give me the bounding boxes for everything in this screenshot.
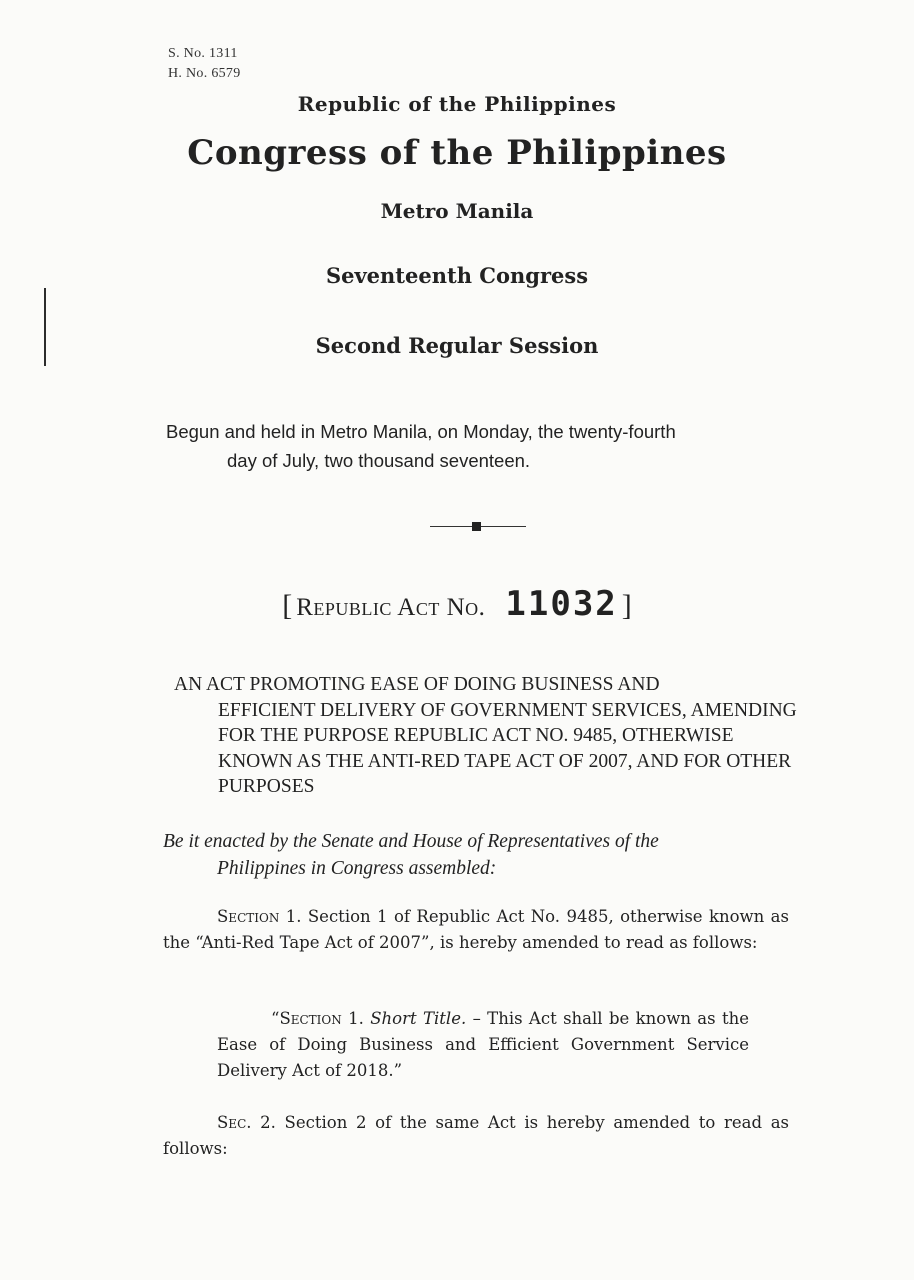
city-heading: Metro Manila bbox=[380, 199, 534, 223]
section-2-paragraph bbox=[163, 1110, 789, 1162]
act-number-label: Republic Act No. bbox=[296, 594, 486, 621]
section-1-paragraph bbox=[163, 904, 789, 956]
congress-heading: Congress of the Philippines bbox=[187, 133, 727, 173]
house-bill-number: H. No. 6579 bbox=[168, 66, 241, 81]
quoted-section-text: – This Act shall be known as the Ease of Doing Business and Efficient Government Service Delivery Act of 2018.” bbox=[217, 1009, 750, 1080]
act-title bbox=[174, 672, 804, 800]
senate-bill-number: S. No. 1311 bbox=[168, 46, 238, 61]
republic-heading: Republic of the Philippines bbox=[297, 92, 617, 116]
quoted-section-paragraph bbox=[217, 1006, 749, 1084]
act-title-first-line: AN ACT PROMOTING EASE OF DOING BUSINESS AND bbox=[174, 674, 660, 695]
act-number-heading bbox=[0, 584, 914, 624]
section-1-label: Section bbox=[217, 907, 280, 926]
congress-number-heading: Seventeenth Congress bbox=[325, 263, 589, 288]
divider-ornament bbox=[472, 522, 481, 531]
enacting-rest: Philippines in Congress assembled: bbox=[217, 858, 497, 879]
open-bracket: [ bbox=[282, 589, 293, 622]
section-1-text: 1. Section 1 of Republic Act No. 9485, otherwise known as the “Anti-Red Tape Act of 2007”, is hereby amended to read as follows: bbox=[163, 907, 789, 952]
begun-clause bbox=[166, 417, 806, 475]
enacting-first-line: Be it enacted by the Senate and House of Representatives of the bbox=[163, 831, 659, 852]
enacting-clause bbox=[163, 828, 803, 882]
close-bracket: ] bbox=[621, 589, 632, 622]
quoted-section-title: Short Title. bbox=[370, 1009, 467, 1028]
quoted-section-label: Section bbox=[279, 1009, 342, 1028]
begun-line-2: day of July, two thousand seventeen. bbox=[227, 450, 531, 471]
bill-numbers bbox=[168, 44, 241, 84]
quoted-section-number: 1. bbox=[341, 1009, 371, 1028]
section-2-label: Sec. bbox=[217, 1113, 252, 1132]
session-heading: Second Regular Session bbox=[315, 333, 599, 358]
quote-open: “ bbox=[271, 1009, 280, 1028]
act-title-rest: EFFICIENT DELIVERY OF GOVERNMENT SERVICES, AMENDING FOR THE PURPOSE REPUBLIC ACT NO. 9485, OTHERWISE KNOWN AS THE ANTI-RED TAPE ACT OF 2007, AND FOR OTHER PURPOSES bbox=[218, 699, 797, 797]
section-2-text: 2. Section 2 of the same Act is hereby amended to read as follows: bbox=[163, 1113, 789, 1158]
begun-line-1: Begun and held in Metro Manila, on Monday, the twenty-fourth bbox=[166, 421, 676, 442]
act-number: 11032 bbox=[505, 584, 618, 624]
